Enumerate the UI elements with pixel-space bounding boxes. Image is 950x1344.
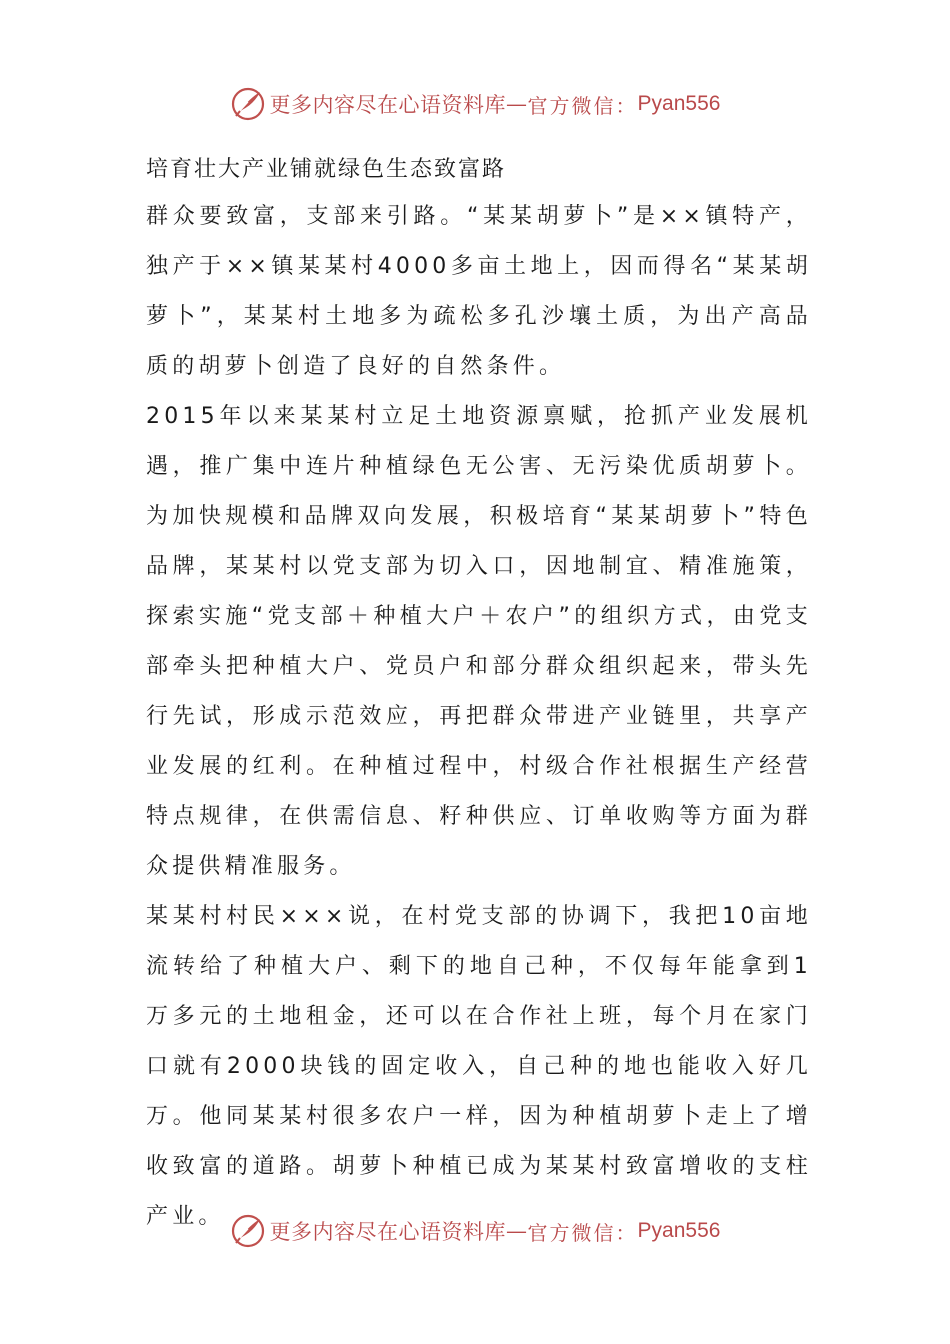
paragraph-2: 2015年以来某某村立足土地资源禀赋，抢抓产业发展机遇，推广集中连片种植绿色无公害、无污染优质胡萝卜。为加快规模和品牌双向发展，积极培育“某某胡萝卜”特色品牌，某某村以党支部为切入口，因地制宜、精准施策，探索实施“党支部＋种植大户＋农户”的组织方式，由党支部牵头把种植大户、党员户和部分群众组织起来，带头先行先试，形成示范效应，再把群众带进产业链里，共享产业发展的红利。在种植过程中，村级合作社根据生产经营特点规律，在供需信息、籽种供应、订单收购等方面为群众提供精准服务。 bbox=[146, 404, 812, 879]
quill-logo-icon bbox=[230, 1213, 266, 1249]
document-body bbox=[146, 148, 812, 1242]
banner-wechat-account: Pyan556 bbox=[637, 92, 721, 115]
banner-dash: — bbox=[506, 1219, 528, 1243]
paragraph-3: 某某村村民×××说，在村党支部的协调下，我把10亩地流转给了种植大户、剩下的地自己种，不仅每年能拿到1万多元的土地租金，还可以在合作社上班，每个月在家门口就有2000块钱的固定收入，自己种的地也能收入好几万。他同某某村很多农户一样，因为种植胡萝卜走上了增收致富的道路。胡萝卜种植已成为某某村致富增收的支柱产业。 bbox=[146, 904, 812, 1229]
header-watermark-banner bbox=[0, 84, 950, 124]
paragraph-1: 群众要致富，支部来引路。“某某胡萝卜”是××镇特产，独产于××镇某某村4000多亩土地上，因而得名“某某胡萝卜”，某某村土地多为疏松多孔沙壤土质，为出产高品质的胡萝卜创造了良好的自然条件。 bbox=[146, 204, 812, 379]
banner-main-text: 更多内容尽在心语资料库 bbox=[269, 1220, 507, 1244]
banner-dash: — bbox=[506, 92, 528, 116]
footer-watermark-banner bbox=[0, 1211, 950, 1251]
banner-main-text: 更多内容尽在心语资料库 bbox=[269, 93, 507, 117]
banner-wechat-label: 官方微信： bbox=[527, 1220, 638, 1245]
banner-wechat-label: 官方微信： bbox=[527, 93, 638, 118]
quill-logo-icon bbox=[230, 86, 266, 122]
document-title: 培育壮大产业铺就绿色生态致富路 bbox=[146, 157, 507, 182]
banner-wechat-account: Pyan556 bbox=[637, 1219, 721, 1242]
